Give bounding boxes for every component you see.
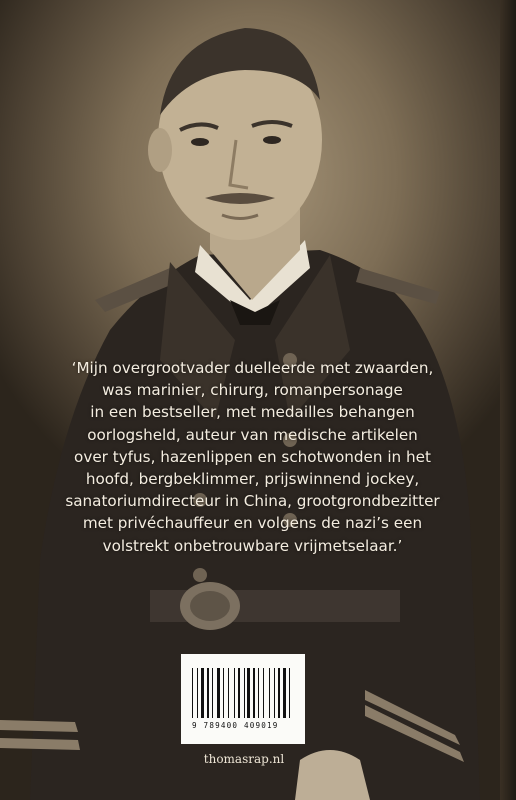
barcode-bar bbox=[205, 668, 206, 718]
barcode-bar bbox=[241, 668, 243, 718]
barcode-bar bbox=[251, 668, 252, 718]
barcode-bar bbox=[283, 668, 286, 718]
barcode-bar bbox=[199, 668, 200, 718]
isbn-number: 9 789400 409019 bbox=[192, 721, 279, 730]
barcode-bar bbox=[269, 668, 270, 718]
back-cover-quote bbox=[40, 357, 465, 557]
barcode-bar bbox=[274, 668, 275, 718]
barcode-bar bbox=[236, 668, 237, 718]
barcode-bar bbox=[260, 668, 262, 718]
barcode-bar bbox=[214, 668, 216, 718]
barcode-bar bbox=[207, 668, 209, 718]
barcode-bar bbox=[194, 668, 196, 718]
quote-line: hoofd, bergbeklimmer, prijswinnend jockey, bbox=[85, 470, 420, 489]
barcode-bar bbox=[230, 668, 233, 718]
barcode-bar bbox=[253, 668, 255, 718]
quote-line: was marinier, chirurg, romanpersonage bbox=[102, 381, 403, 400]
quote-line: oorlogsheld, auteur van medische artikelen bbox=[87, 425, 418, 444]
quote-line: over tyfus, hazenlippen en schotwonden in het bbox=[74, 447, 431, 466]
barcode-bar bbox=[201, 668, 204, 718]
barcode-bar bbox=[192, 668, 193, 718]
quote-line: ‘Mijn overgrootvader duelleerde met zwaarden, bbox=[71, 359, 434, 377]
isbn-barcode bbox=[181, 654, 305, 744]
barcode-bar bbox=[258, 668, 259, 718]
barcode-bar bbox=[217, 668, 220, 718]
publisher-url[interactable]: thomasrap.nl bbox=[203, 752, 285, 766]
barcode-bar bbox=[263, 668, 264, 718]
barcode-bar bbox=[238, 668, 240, 718]
barcode-bar bbox=[281, 668, 282, 718]
barcode-bar bbox=[291, 668, 293, 718]
barcode-bar bbox=[210, 668, 211, 718]
quote-line: in een bestseller, met medailles behangen bbox=[90, 403, 415, 422]
barcode-bar bbox=[228, 668, 229, 718]
barcode-bars bbox=[192, 668, 294, 718]
quote-line: met privéchauffeur en volgens de nazi’s een bbox=[82, 514, 423, 533]
barcode-bar bbox=[276, 668, 277, 718]
barcode-bar bbox=[271, 668, 273, 718]
barcode-bar bbox=[223, 668, 224, 718]
barcode-bar bbox=[245, 668, 246, 718]
barcode-bar bbox=[221, 668, 222, 718]
barcode-bar bbox=[247, 668, 250, 718]
quote-line: sanatoriumdirecteur in China, grootgrondbezitter bbox=[65, 492, 440, 511]
barcode-bar bbox=[289, 668, 290, 718]
barcode-bar bbox=[212, 668, 213, 718]
barcode-bar bbox=[225, 668, 227, 718]
barcode-bar bbox=[256, 668, 257, 718]
barcode-bar bbox=[234, 668, 235, 718]
quote-line: volstrekt onbetrouwbare vrijmetselaar.’ bbox=[102, 536, 403, 555]
barcode-bar bbox=[197, 668, 198, 718]
barcode-bar bbox=[287, 668, 288, 718]
spine-edge bbox=[500, 0, 516, 800]
barcode-bar bbox=[244, 668, 245, 718]
barcode-bar bbox=[265, 668, 268, 718]
barcode-bar bbox=[278, 668, 280, 718]
